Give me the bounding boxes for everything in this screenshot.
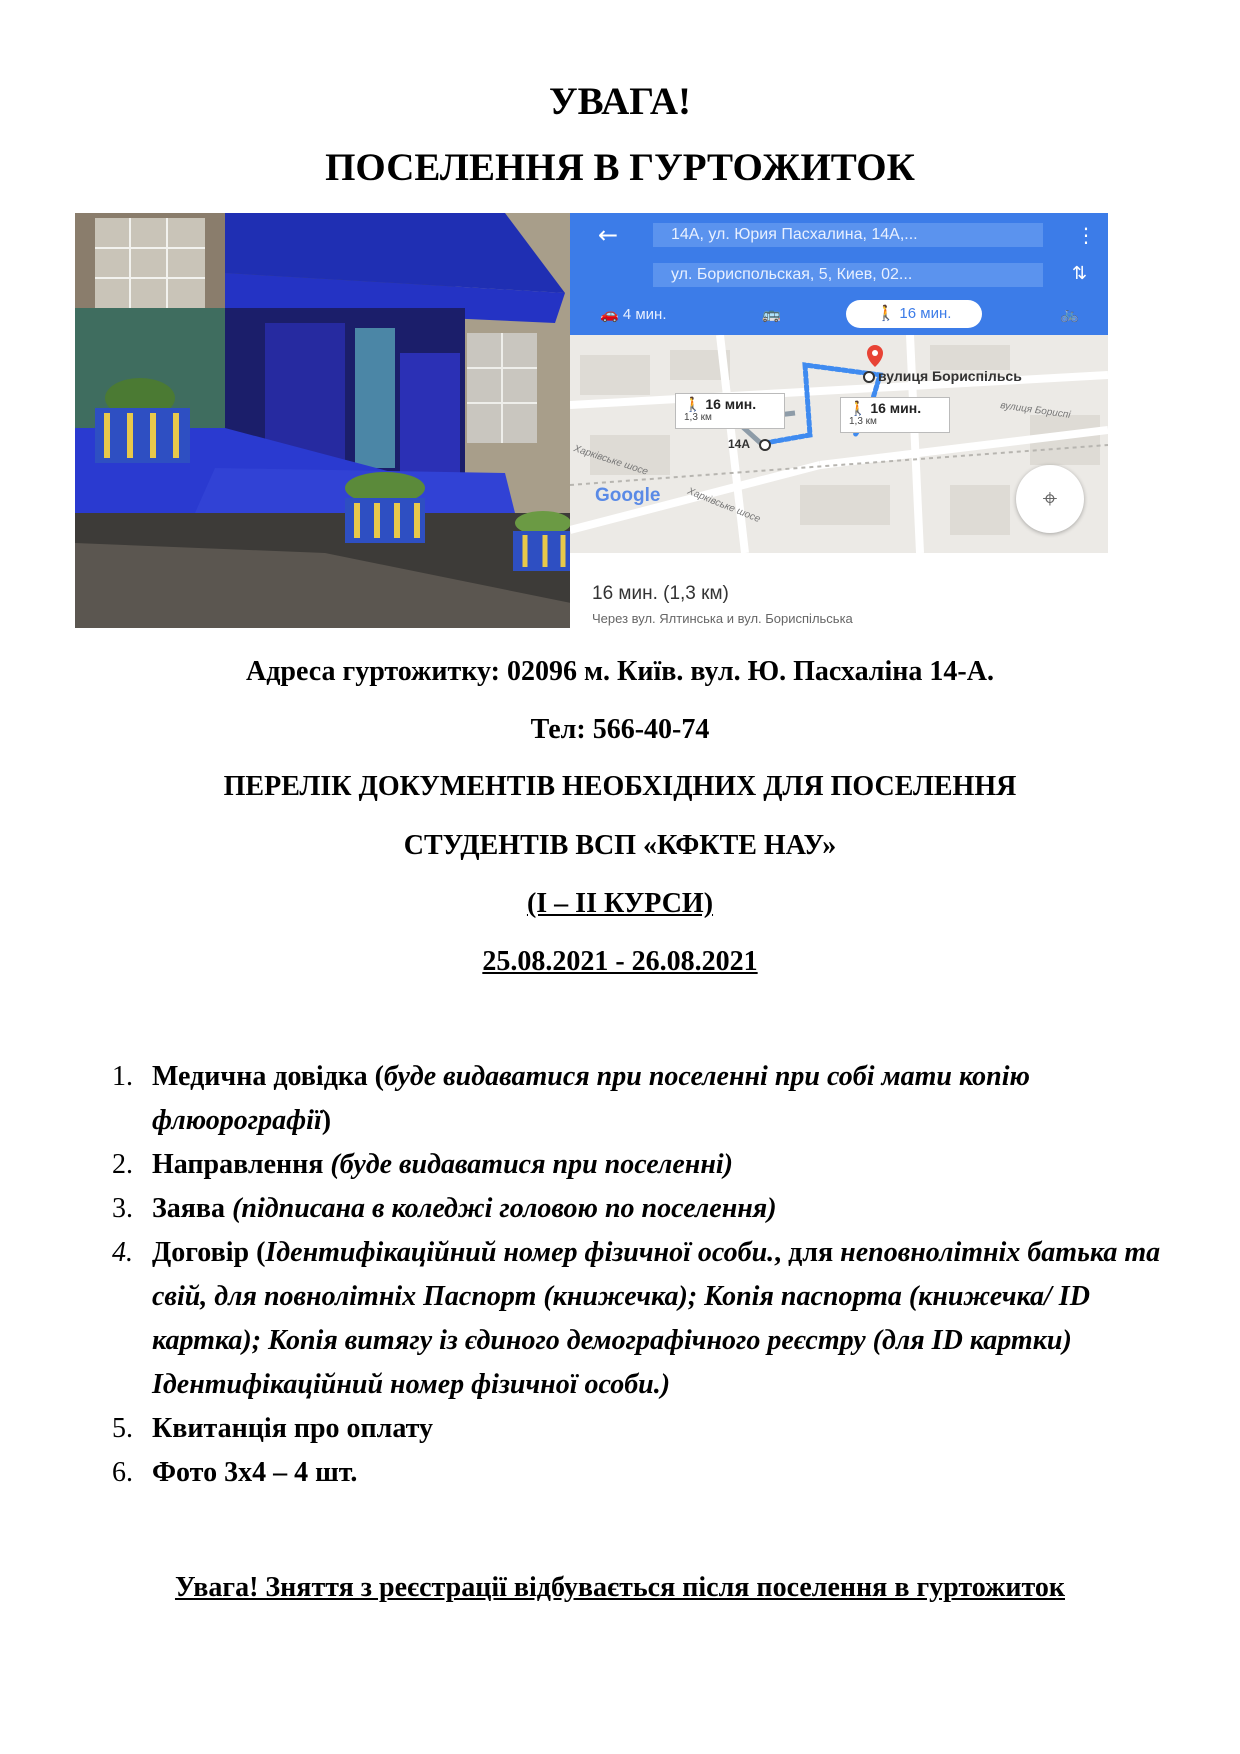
map-route-card bbox=[570, 213, 1108, 628]
documents-heading-line-2: СТУДЕНТІВ ВСП «КФКТЕ НАУ» bbox=[403, 830, 837, 861]
documents-list bbox=[112, 1055, 1162, 1495]
bus-icon: 🚌 bbox=[762, 306, 781, 323]
crosshair-icon: ⌖ bbox=[1042, 484, 1058, 514]
car-icon: 🚗 bbox=[600, 306, 619, 323]
list-item bbox=[112, 1187, 1162, 1231]
document-note-continued: неповнолітніх батька та свій, для повнолітніх Паспорт (книжечка); Копія паспорта (книжечка/ ID картка); Копія витягу із єдиного демографічного реєстру (для ID картки) Ідентифікаційний номер фізичної особи.) bbox=[152, 1237, 1161, 1400]
walk-icon: 🚶 bbox=[876, 305, 896, 322]
street-label-right: вулиця Бориспі bbox=[999, 400, 1072, 421]
list-item bbox=[112, 1231, 1162, 1407]
list-item bbox=[112, 1451, 1162, 1495]
street-label-left-1: Харківське шосе bbox=[572, 443, 650, 478]
route-callout-1 bbox=[675, 393, 785, 429]
deregistration-warning: Увага! Зняття з реєстрації відбувається після поселення в гуртожиток bbox=[174, 1572, 1065, 1603]
attention-heading: УВАГА! bbox=[548, 80, 692, 123]
destination-label: вулиця Бориспільсь bbox=[878, 368, 1022, 384]
list-number: 5. bbox=[112, 1413, 133, 1444]
destination-address-field[interactable]: ул. Бориспольская, 5, Киев, 02... bbox=[653, 263, 1043, 287]
document-title: Заява bbox=[152, 1193, 226, 1224]
street-label-left-2: Харківське шосе bbox=[685, 485, 762, 526]
list-item bbox=[112, 1055, 1162, 1143]
my-location-button[interactable] bbox=[1016, 465, 1084, 533]
dormitory-entrance-photo bbox=[75, 213, 571, 628]
list-number: 3. bbox=[112, 1193, 133, 1224]
list-number: 1. bbox=[112, 1061, 133, 1092]
document-note: (буде видаватися при поселенні) bbox=[330, 1149, 734, 1180]
more-vert-icon[interactable]: ⋮ bbox=[1076, 223, 1096, 247]
walk-mode-time: 16 мин. bbox=[899, 305, 952, 322]
swap-icon[interactable]: ⇅ bbox=[1072, 263, 1088, 284]
route-callout-2-dist: 1,3 км bbox=[849, 416, 877, 427]
origin-address-field[interactable]: 14А, ул. Юрия Пасхалина, 14А,... bbox=[653, 223, 1043, 247]
car-mode-time: 4 мин. bbox=[622, 306, 667, 323]
documents-heading-line-1: ПЕРЕЛІК ДОКУМЕНТІВ НЕОБХІДНИХ ДЛЯ ПОСЕЛЕННЯ bbox=[223, 771, 1017, 802]
route-callout-1-dist: 1,3 км bbox=[684, 412, 712, 423]
dormitory-address: Адреса гуртожитку: 02096 м. Київ. вул. Ю. Пасхаліна 14-А. bbox=[246, 656, 994, 687]
list-item bbox=[112, 1407, 1162, 1451]
document-title: Направлення bbox=[152, 1149, 324, 1180]
page-title: ПОСЕЛЕННЯ В ГУРТОЖИТОК bbox=[325, 146, 915, 189]
document-note: (підписана в коледжі головою по поселення) bbox=[232, 1193, 777, 1224]
google-logo: Google bbox=[595, 485, 661, 506]
spacer bbox=[225, 1193, 232, 1224]
dormitory-phone: Тел: 566-40-74 bbox=[530, 714, 710, 745]
bike-mode-tab[interactable] bbox=[1060, 305, 1079, 323]
route-callout-1-time: 16 мин. bbox=[705, 396, 757, 412]
document-title: Договір bbox=[152, 1237, 250, 1268]
route-callout-2 bbox=[840, 397, 950, 433]
route-via: Через вул. Ялтинська и вул. Бориспільська bbox=[592, 611, 853, 626]
transit-mode-tab[interactable] bbox=[762, 305, 781, 323]
route-summary-panel bbox=[570, 553, 1108, 628]
back-arrow-icon[interactable]: ← bbox=[598, 221, 619, 249]
courses-label: (І – ІІ КУРСИ) bbox=[526, 888, 714, 919]
paren-open: ( bbox=[249, 1237, 266, 1268]
document-note: буде видаватися при поселенні при собі мати копію флюорографії bbox=[152, 1061, 1030, 1136]
map-header bbox=[570, 213, 1108, 335]
walk-icon: 🚶 bbox=[684, 396, 702, 412]
car-mode-tab[interactable] bbox=[600, 305, 667, 323]
list-number: 6. bbox=[112, 1457, 133, 1488]
list-item bbox=[112, 1143, 1162, 1187]
route-callout-2-time: 16 мин. bbox=[870, 400, 922, 416]
walk-icon: 🚶 bbox=[849, 400, 867, 416]
paren-close: ) bbox=[321, 1105, 332, 1136]
note-separator: , для bbox=[774, 1237, 841, 1268]
map-view[interactable] bbox=[570, 335, 1108, 553]
origin-label: 14А bbox=[728, 437, 751, 451]
document-title: Фото 3х4 – 4 шт. bbox=[152, 1457, 358, 1488]
document-title: Медична довідка bbox=[152, 1061, 368, 1092]
bike-icon: 🚲 bbox=[1060, 306, 1079, 323]
settlement-dates: 25.08.2021 - 26.08.2021 bbox=[482, 946, 758, 977]
document-title: Квитанція про оплату bbox=[152, 1413, 434, 1444]
route-summary: 16 мин. (1,3 км) bbox=[592, 583, 729, 604]
paren-open: ( bbox=[367, 1061, 384, 1092]
list-number: 2. bbox=[112, 1149, 133, 1180]
document-note: Ідентифікаційний номер фізичної особи. bbox=[265, 1237, 775, 1268]
walk-mode-tab[interactable] bbox=[846, 300, 982, 328]
list-number: 4. bbox=[112, 1237, 133, 1268]
